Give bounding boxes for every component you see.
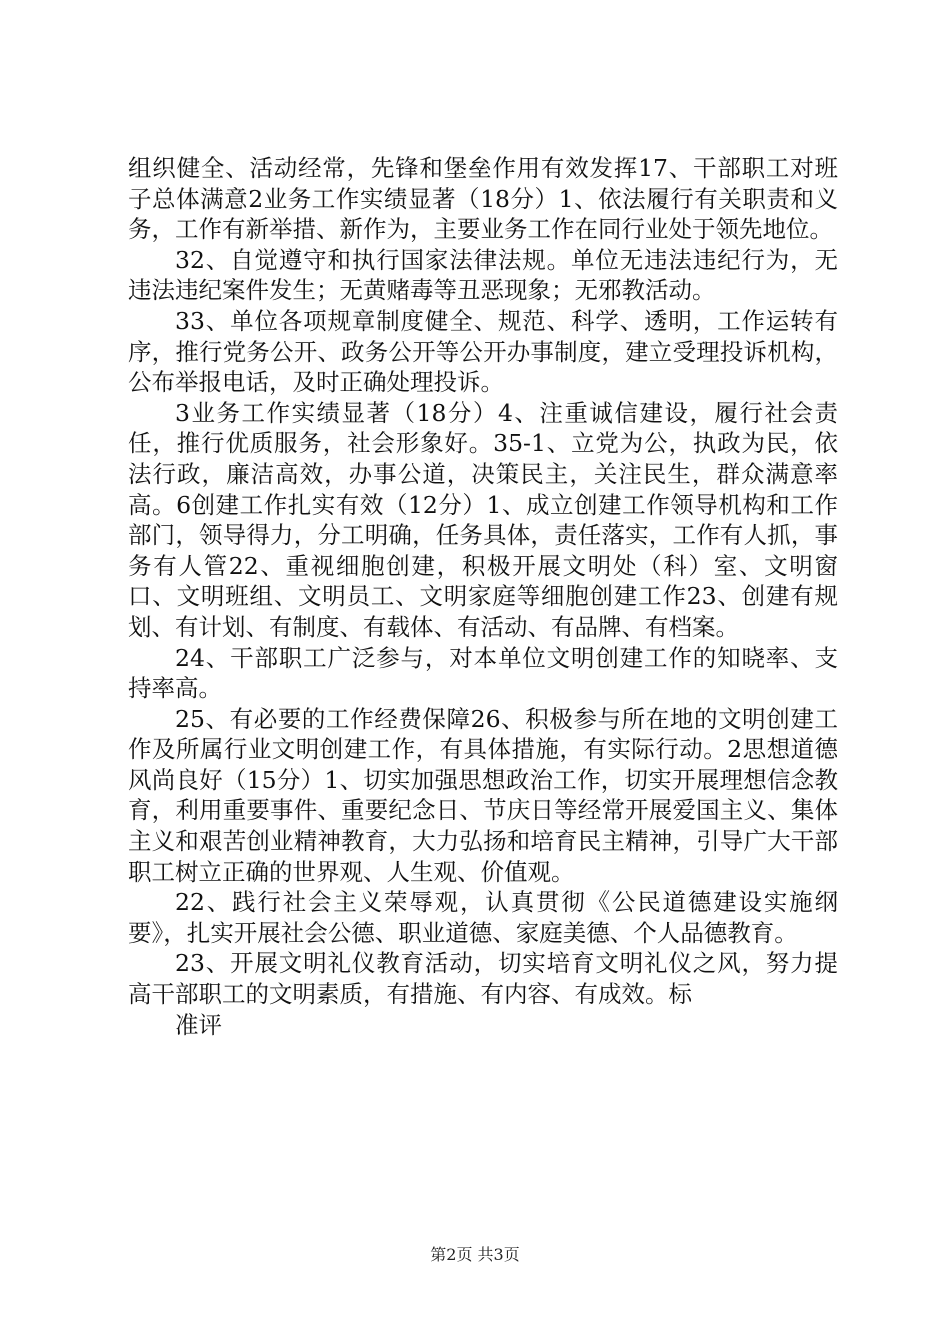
paragraph-5: 24、干部职工广泛参与，对本单位文明创建工作的知晓率、支持率高。 [128,643,838,703]
paragraph-9: 准评 [175,1010,222,1039]
paragraph-2: 32、自觉遵守和执行国家法律法规。单位无违法违纪行为，无违法违纪案件发生；无黄赌毒等丑恶现象；无邪教活动。 [128,245,838,305]
paragraph-1: 组织健全、活动经常，先锋和堡垒作用有效发挥17、干部职工对班子总体满意2业务工作实绩显著（18分）1、依法履行有关职责和义务，工作有新举措、新作为，主要业务工作在同行业处于领先地位。 [128,154,838,244]
paragraph-4: 3业务工作实绩显著（18分）4、注重诚信建设，履行社会责任，推行优质服务，社会形象好。35-1、立党为公，执政为民，依法行政，廉洁高效，办事公道，决策民主，关注民生，群众满意率高。6创建工作扎实有效（12分）1、成立创建工作领导机构和工作部门，领导得力，分工明确，任务具体，责任落实，工作有人抓，事务有人管22、重视细胞创建，积极开展文明处（科）室、文明窗口、文明班组、文明员工、文明家庭等细胞创建工作23、创建有规划、有计划、有制度、有载体、有活动、有品牌、有档案。 [128,398,838,641]
document-body [128,153,838,1040]
paragraph-7: 22、践行社会主义荣辱观，认真贯彻《公民道德建设实施纲要》，扎实开展社会公德、职业道德、家庭美德、个人品德教育。 [128,888,838,947]
paragraph-3: 33、单位各项规章制度健全、规范、科学、透明，工作运转有序，推行党务公开、政务公开等公开办事制度，建立受理投诉机构，公布举报电话，及时正确处理投诉。 [128,306,838,397]
page-footer: 第2页 共3页 [430,1245,520,1264]
paragraph-8: 23、开展文明礼仪教育活动，切实培育文明礼仪之风，努力提高干部职工的文明素质，有措施、有内容、有成效。标 [128,949,838,1009]
paragraph-6: 25、有必要的工作经费保障26、积极参与所在地的文明创建工作及所属行业文明创建工作，有具体措施，有实际行动。2思想道德风尚良好（15分）1、切实加强思想政治工作，切实开展理想信念教育，利用重要事件、重要纪念日、节庆日等经常开展爱国主义、集体主义和艰苦创业精神教育，大力弘扬和培育民主精神，引导广大干部职工树立正确的世界观、人生观、价值观。 [128,704,838,886]
